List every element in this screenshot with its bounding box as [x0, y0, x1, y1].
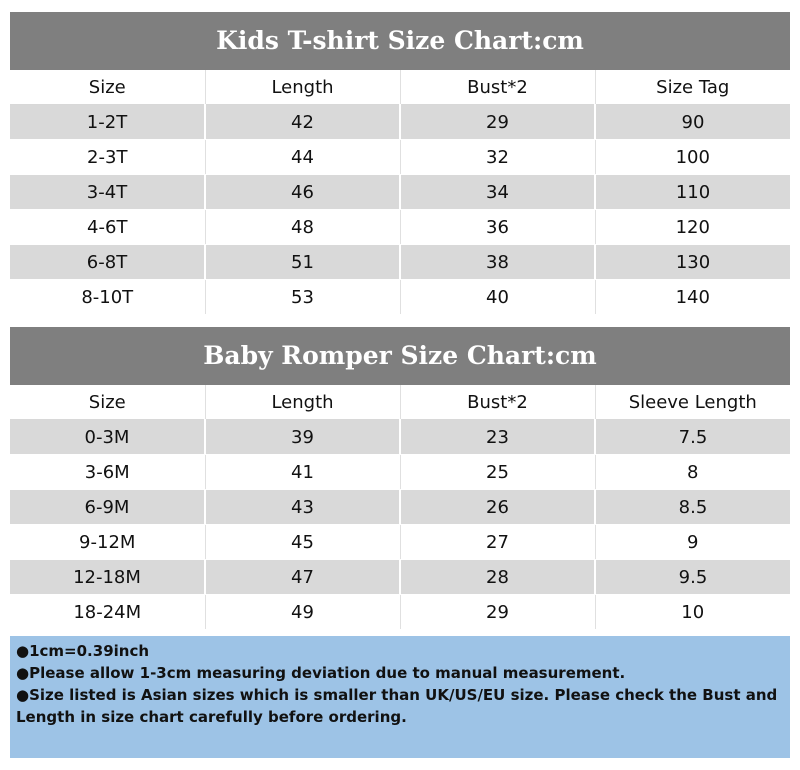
table-cell: 40: [400, 280, 595, 315]
table-row: [10, 560, 790, 595]
note-asian-sizes: ●Size listed is Asian sizes which is smaller than UK/US/EU size. Please check the Bust and Length in size chart carefully before ordering.: [16, 686, 778, 726]
table-cell: 38: [400, 245, 595, 280]
kids-size-table: [10, 70, 790, 315]
table-cell: 41: [205, 455, 400, 490]
table-row: [10, 420, 790, 455]
table-row: [10, 490, 790, 525]
table-cell: 47: [205, 560, 400, 595]
notes-box: [10, 636, 790, 758]
kids-chart-title: Kids T-shirt Size Chart:cm: [10, 12, 790, 70]
table-cell: 53: [205, 280, 400, 315]
kids-header-size: Size: [10, 70, 205, 105]
table-cell: 27: [400, 525, 595, 560]
table-row: [10, 175, 790, 210]
table-cell: 49: [205, 595, 400, 630]
table-cell: 100: [595, 140, 790, 175]
table-cell: 26: [400, 490, 595, 525]
table-cell: 6-9M: [10, 490, 205, 525]
table-cell: 7.5: [595, 420, 790, 455]
table-cell: 34: [400, 175, 595, 210]
table-cell: 23: [400, 420, 595, 455]
size-chart-document: [10, 12, 790, 630]
baby-chart-title: Baby Romper Size Chart:cm: [10, 327, 790, 385]
table-row: [10, 140, 790, 175]
baby-header-row: [10, 385, 790, 420]
table-cell: 32: [400, 140, 595, 175]
section-gap: [10, 315, 790, 327]
table-cell: 9-12M: [10, 525, 205, 560]
note-conversion: ●1cm=0.39inch: [16, 642, 150, 660]
kids-header-length: Length: [205, 70, 400, 105]
table-row: [10, 210, 790, 245]
table-row: [10, 455, 790, 490]
table-cell: 29: [400, 595, 595, 630]
table-cell: 36: [400, 210, 595, 245]
table-row: [10, 245, 790, 280]
table-cell: 46: [205, 175, 400, 210]
baby-header-length: Length: [205, 385, 400, 420]
table-cell: 29: [400, 105, 595, 140]
kids-header-row: [10, 70, 790, 105]
table-row: [10, 280, 790, 315]
table-row: [10, 525, 790, 560]
table-cell: 2-3T: [10, 140, 205, 175]
baby-header-sleeve-length: Sleeve Length: [595, 385, 790, 420]
table-cell: 3-4T: [10, 175, 205, 210]
table-cell: 51: [205, 245, 400, 280]
table-cell: 8-10T: [10, 280, 205, 315]
table-cell: 12-18M: [10, 560, 205, 595]
table-row: [10, 595, 790, 630]
table-cell: 45: [205, 525, 400, 560]
table-cell: 110: [595, 175, 790, 210]
table-cell: 25: [400, 455, 595, 490]
table-cell: 1-2T: [10, 105, 205, 140]
table-cell: 9: [595, 525, 790, 560]
table-cell: 18-24M: [10, 595, 205, 630]
table-cell: 42: [205, 105, 400, 140]
kids-header-size-tag: Size Tag: [595, 70, 790, 105]
baby-header-size: Size: [10, 385, 205, 420]
table-cell: 28: [400, 560, 595, 595]
table-cell: 39: [205, 420, 400, 455]
baby-size-table: [10, 385, 790, 630]
table-cell: 120: [595, 210, 790, 245]
table-cell: 4-6T: [10, 210, 205, 245]
table-cell: 0-3M: [10, 420, 205, 455]
table-cell: 130: [595, 245, 790, 280]
table-cell: 90: [595, 105, 790, 140]
note-deviation: ●Please allow 1-3cm measuring deviation due to manual measurement.: [16, 664, 626, 682]
table-cell: 3-6M: [10, 455, 205, 490]
table-row: [10, 105, 790, 140]
table-cell: 44: [205, 140, 400, 175]
baby-header-bust: Bust*2: [400, 385, 595, 420]
table-cell: 6-8T: [10, 245, 205, 280]
kids-header-bust: Bust*2: [400, 70, 595, 105]
table-cell: 43: [205, 490, 400, 525]
table-cell: 8: [595, 455, 790, 490]
table-cell: 48: [205, 210, 400, 245]
table-cell: 140: [595, 280, 790, 315]
table-cell: 9.5: [595, 560, 790, 595]
table-cell: 8.5: [595, 490, 790, 525]
table-cell: 10: [595, 595, 790, 630]
